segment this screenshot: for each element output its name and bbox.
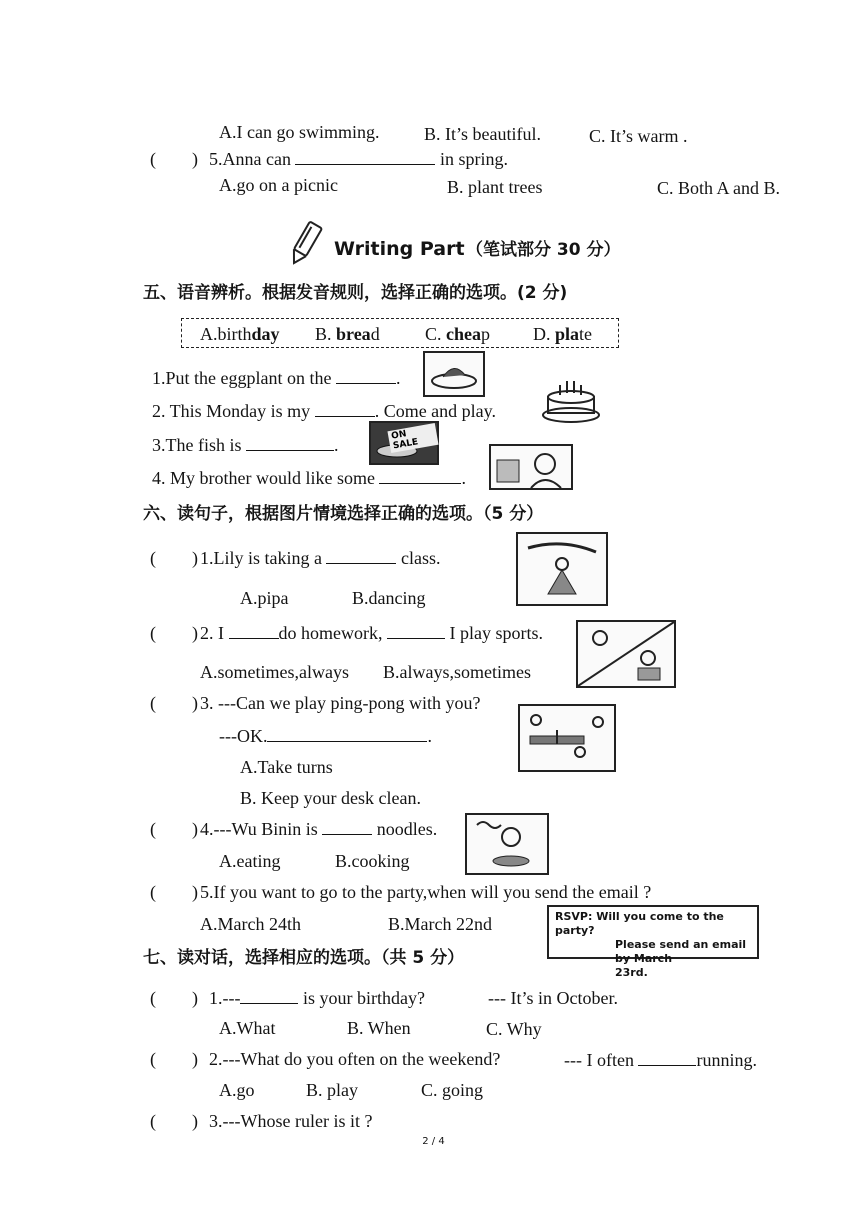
pq4-option-b: B.cooking: [335, 851, 410, 871]
blank-line: [336, 367, 396, 384]
phonics-option-a: A.birthday: [200, 324, 280, 344]
phonics-question-4: 4. My brother would like some .: [152, 468, 466, 488]
q5-option-b: B. plant trees: [447, 177, 543, 197]
picture-question-3: 3. ---Can we play ping-pong with you?: [200, 693, 481, 713]
phonics-question-3: 3.The fish is .: [152, 435, 339, 455]
dq1-option-c: C. Why: [486, 1019, 542, 1039]
phonics-option-d: D. plate: [533, 324, 593, 344]
pq1-option-b: B.dancing: [352, 588, 426, 608]
dialogue-question-1: 1.--- is your birthday?: [209, 988, 425, 1008]
dq1-option-b: B. When: [347, 1018, 411, 1038]
phonics-option-c: C. cheap: [425, 324, 491, 344]
dq2-option-c: C. going: [421, 1080, 484, 1100]
dialogue-question-3: 3.---Whose ruler is it ?: [209, 1111, 373, 1131]
on-sale-fish-illustration: ON SALE: [369, 421, 439, 465]
dq1-option-a: A.What: [219, 1018, 276, 1038]
pq3-option-b: B. Keep your desk clean.: [240, 788, 421, 808]
page-number: 2 / 4: [422, 1136, 445, 1147]
dialogue-answer-1: --- It’s in October.: [488, 988, 618, 1008]
writing-part-title: Writing Part: [334, 238, 465, 260]
prev-option-b: B. It’s beautiful.: [424, 124, 541, 144]
answer-paren[interactable]: ( ): [150, 548, 198, 568]
blank-line: [240, 987, 298, 1004]
ping-pong-illustration: [518, 704, 616, 772]
phonics-question-2: 2. This Monday is my . Come and play.: [152, 401, 496, 421]
noodles-boy-illustration: [465, 813, 549, 875]
dialogue-question-2: 2.---What do you often on the weekend?: [209, 1049, 501, 1069]
dancing-girl-illustration: [516, 532, 608, 606]
picture-question-1: 1.Lily is taking a class.: [200, 548, 441, 568]
picture-question-2: 2. I do homework, I play sports.: [200, 623, 543, 643]
blank-line: [638, 1049, 696, 1066]
pq5-option-b: B.March 22nd: [388, 914, 492, 934]
answer-paren[interactable]: ( ): [150, 623, 198, 643]
blank-line: [246, 434, 334, 451]
pq5-option-a: A.March 24th: [200, 914, 301, 934]
pq1-option-a: A.pipa: [240, 588, 289, 608]
q5-option-a: A.go on a picnic: [219, 175, 338, 195]
dq2-option-b: B. play: [306, 1080, 358, 1100]
blank-line: [379, 467, 461, 484]
section-7-title: 七、读对话，选择相应的选项。（共 5 分）: [143, 948, 465, 968]
prev-option-a: A.I can go swimming.: [219, 122, 380, 142]
blank-line: [295, 148, 435, 165]
pencil-icon: [285, 220, 325, 268]
answer-paren[interactable]: ( ): [150, 149, 198, 169]
answer-paren[interactable]: ( ): [150, 1049, 198, 1069]
q5-option-c: C. Both A and B.: [657, 178, 781, 198]
writing-part-score: （笔试部分 30 分）: [466, 240, 621, 260]
question-5-top: 5.Anna can in spring.: [209, 149, 508, 169]
pq3-option-a: A.Take turns: [240, 757, 333, 777]
phonics-question-1: 1.Put the eggplant on the .: [152, 368, 401, 388]
blank-line: [387, 622, 445, 639]
picture-question-4: 4.---Wu Binin is noodles.: [200, 819, 438, 839]
dq2-option-a: A.go: [219, 1080, 255, 1100]
picture-question-5: 5.If you want to go to the party,when will you send the email ?: [200, 882, 652, 902]
rsvp-note: RSVP: Will you come to the party? Please send an email by March 23rd.: [547, 905, 759, 959]
answer-paren[interactable]: ( ): [150, 1111, 198, 1131]
blank-line: [267, 725, 427, 742]
blank-line: [322, 818, 372, 835]
dialogue-answer-2: --- I often running.: [564, 1050, 757, 1070]
homework-sports-illustration: [576, 620, 676, 688]
birthday-cake-icon: [540, 375, 602, 425]
section-5-title: 五、语音辨析。根据发音规则，选择正确的选项。(2 分): [143, 283, 568, 303]
phonics-option-b: B. bread: [315, 324, 380, 344]
pq2-option-a: A.sometimes,always: [200, 662, 349, 682]
answer-paren[interactable]: ( ): [150, 693, 198, 713]
pq4-option-a: A.eating: [219, 851, 281, 871]
prev-option-c: C. It’s warm .: [589, 126, 688, 146]
section-6-title: 六、读句子，根据图片情境选择正确的选项。（5 分）: [143, 504, 544, 524]
answer-paren[interactable]: ( ): [150, 819, 198, 839]
blank-line: [229, 622, 279, 639]
answer-paren[interactable]: ( ): [150, 988, 198, 1008]
plate-illustration: [423, 351, 485, 397]
answer-paren[interactable]: ( ): [150, 882, 198, 902]
blank-line: [326, 547, 396, 564]
pq2-option-b: B.always,sometimes: [383, 662, 531, 682]
blank-line: [315, 400, 375, 417]
bread-and-boy-illustration: [489, 444, 573, 490]
picture-question-3-reply: ---OK. .: [219, 726, 432, 746]
